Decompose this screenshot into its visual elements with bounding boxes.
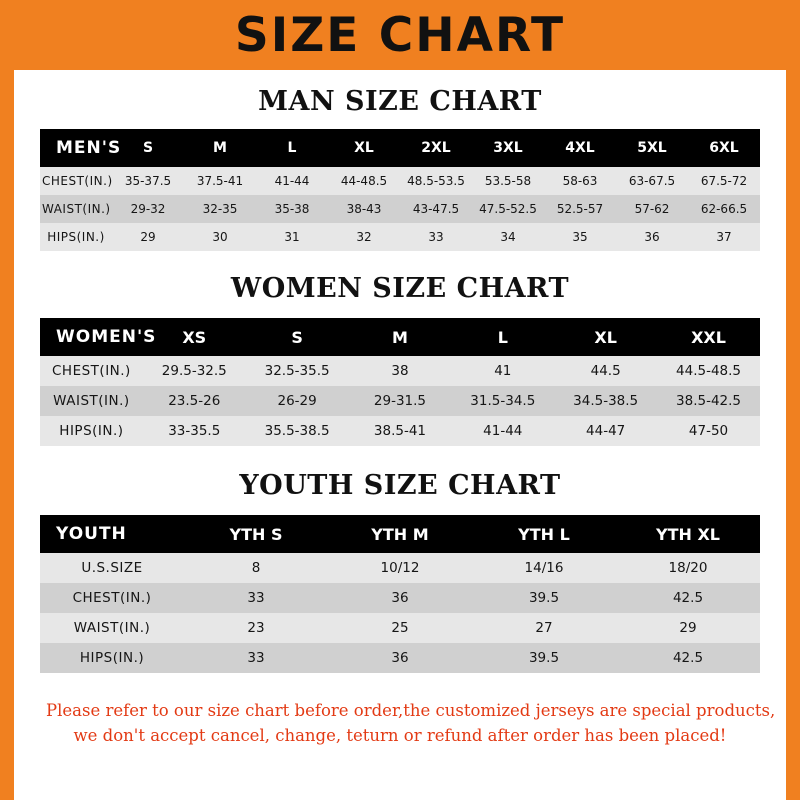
table-cell: 58-63	[562, 174, 598, 188]
youth-size-table	[40, 515, 760, 673]
women-header-xxl: XXL	[691, 327, 726, 347]
table-cell: 43-47.5	[412, 202, 460, 216]
man-header-5xl: 5XL	[637, 140, 667, 156]
man-table-body	[40, 167, 760, 251]
women-header-xs: XS	[182, 327, 207, 347]
table-cell: 36	[644, 230, 660, 244]
table-cell: 47.5-52.5	[479, 202, 537, 216]
table-row	[40, 613, 760, 643]
table-cell: 42.5	[672, 650, 704, 666]
table-cell: 30	[212, 230, 228, 244]
women-row-label-hips: HIPS(IN.)	[59, 423, 124, 439]
man-row-label-waist: WAIST(IN.)	[42, 202, 111, 216]
table-cell: 29-31.5	[373, 393, 426, 409]
table-cell: 14/16	[524, 560, 564, 576]
table-cell: 32.5-35.5	[264, 363, 330, 379]
youth-header-m: YTH M	[371, 524, 429, 544]
table-cell: 29.5-32.5	[161, 363, 227, 379]
table-cell: 39.5	[528, 590, 560, 606]
table-cell: 62-66.5	[700, 202, 748, 216]
women-header-m: M	[391, 327, 408, 347]
table-row	[40, 356, 760, 386]
youth-section-title: YOUTH SIZE CHART	[239, 470, 561, 501]
youth-row-label-hips: HIPS(IN.)	[79, 650, 145, 666]
man-size-table	[40, 129, 760, 251]
women-header-xl: XL	[594, 327, 617, 347]
table-cell: 37.5-41	[196, 174, 244, 188]
youth-row-label-chest: CHEST(IN.)	[72, 590, 152, 606]
header-banner	[0, 0, 800, 70]
table-cell: 25	[391, 620, 409, 636]
table-row	[40, 167, 760, 195]
page-title: SIZE CHART	[234, 7, 566, 63]
youth-table-header	[40, 515, 760, 553]
table-row	[40, 223, 760, 251]
table-cell: 67.5-72	[700, 174, 748, 188]
man-header-l: L	[287, 140, 297, 156]
youth-header-xl: YTH XL	[656, 524, 720, 544]
youth-header-l: YTH L	[518, 524, 570, 544]
women-size-table	[40, 318, 760, 446]
footer-note-line2: we don't accept cancel, change, teturn or refund after order has been placed!	[73, 725, 727, 745]
women-header-s: S	[291, 327, 303, 347]
table-cell: 33	[428, 230, 444, 244]
table-cell: 31.5-34.5	[470, 393, 536, 409]
table-cell: 36	[391, 590, 409, 606]
man-header-4xl: 4XL	[565, 140, 595, 156]
table-cell: 31	[284, 230, 300, 244]
table-cell: 48.5-53.5	[407, 174, 465, 188]
table-header-row	[40, 129, 760, 167]
table-cell: 41-44	[483, 423, 523, 439]
table-cell: 29-32	[130, 202, 166, 216]
table-cell: 26-29	[277, 393, 317, 409]
table-cell: 18/20	[668, 560, 708, 576]
table-cell: 39.5	[528, 650, 560, 666]
table-row	[40, 583, 760, 613]
table-row	[40, 195, 760, 223]
table-cell: 33	[247, 650, 265, 666]
table-cell: 33	[247, 590, 265, 606]
table-cell: 38	[391, 363, 409, 379]
women-section-title: WOMEN SIZE CHART	[230, 273, 570, 304]
table-cell: 52.5-57	[556, 202, 604, 216]
table-cell: 35	[572, 230, 588, 244]
women-header-corner: WOMEN'S	[56, 327, 157, 347]
table-header-row	[40, 318, 760, 356]
table-cell: 34.5-38.5	[573, 393, 639, 409]
table-cell: 41-44	[274, 174, 310, 188]
table-cell: 57-62	[634, 202, 670, 216]
footer-note	[40, 699, 776, 749]
man-header-m: M	[213, 140, 227, 156]
man-row-label-chest: CHEST(IN.)	[42, 174, 113, 188]
table-cell: 35.5-38.5	[264, 423, 330, 439]
table-cell: 32-35	[202, 202, 238, 216]
youth-row-label-waist: WAIST(IN.)	[73, 620, 151, 636]
table-cell: 53.5-58	[484, 174, 532, 188]
youth-header-corner: YOUTH	[56, 524, 127, 544]
table-cell: 37	[716, 230, 732, 244]
content-area	[14, 86, 786, 749]
man-header-2xl: 2XL	[421, 140, 451, 156]
table-cell: 27	[535, 620, 553, 636]
women-table-body	[40, 356, 760, 446]
man-row-label-hips: HIPS(IN.)	[47, 230, 105, 244]
table-row	[40, 553, 760, 583]
youth-header-s: YTH S	[229, 524, 283, 544]
table-header-row	[40, 515, 760, 553]
table-cell: 38.5-42.5	[676, 393, 742, 409]
women-header-l: L	[497, 327, 508, 347]
man-header-xl: XL	[354, 140, 374, 156]
table-cell: 33-35.5	[168, 423, 221, 439]
table-row	[40, 416, 760, 446]
youth-row-label-ussize: U.S.SIZE	[81, 560, 143, 576]
table-row	[40, 386, 760, 416]
table-cell: 23	[247, 620, 265, 636]
table-cell: 38-43	[346, 202, 382, 216]
man-header-s: S	[142, 140, 154, 156]
table-cell: 63-67.5	[628, 174, 676, 188]
table-cell: 38.5-41	[373, 423, 426, 439]
table-cell: 29	[140, 230, 156, 244]
table-cell: 35-37.5	[124, 174, 172, 188]
table-cell: 10/12	[380, 560, 420, 576]
table-cell: 8	[251, 560, 261, 576]
man-header-corner: MEN'S	[56, 138, 122, 158]
table-cell: 42.5	[672, 590, 704, 606]
table-cell: 47-50	[688, 423, 729, 439]
table-cell: 44-48.5	[340, 174, 388, 188]
table-cell: 41	[494, 363, 512, 379]
table-cell: 23.5-26	[168, 393, 221, 409]
man-section-title: MAN SIZE CHART	[258, 86, 542, 117]
women-table-header	[40, 318, 760, 356]
table-cell: 29	[679, 620, 697, 636]
table-row	[40, 643, 760, 673]
table-cell: 44.5	[590, 363, 621, 379]
man-header-3xl: 3XL	[493, 140, 523, 156]
table-cell: 44-47	[586, 423, 626, 439]
table-cell: 32	[356, 230, 372, 244]
table-cell: 34	[500, 230, 516, 244]
man-header-6xl: 6XL	[709, 140, 739, 156]
youth-table-body	[40, 553, 760, 673]
table-cell: 36	[391, 650, 409, 666]
table-cell: 44.5-48.5	[676, 363, 742, 379]
footer-note-line1: Please refer to our size chart before order,the customized jerseys are special products,	[46, 701, 776, 720]
man-table-header	[40, 129, 760, 167]
women-row-label-waist: WAIST(IN.)	[53, 393, 130, 409]
table-cell: 35-38	[274, 202, 310, 216]
women-row-label-chest: CHEST(IN.)	[52, 363, 131, 379]
